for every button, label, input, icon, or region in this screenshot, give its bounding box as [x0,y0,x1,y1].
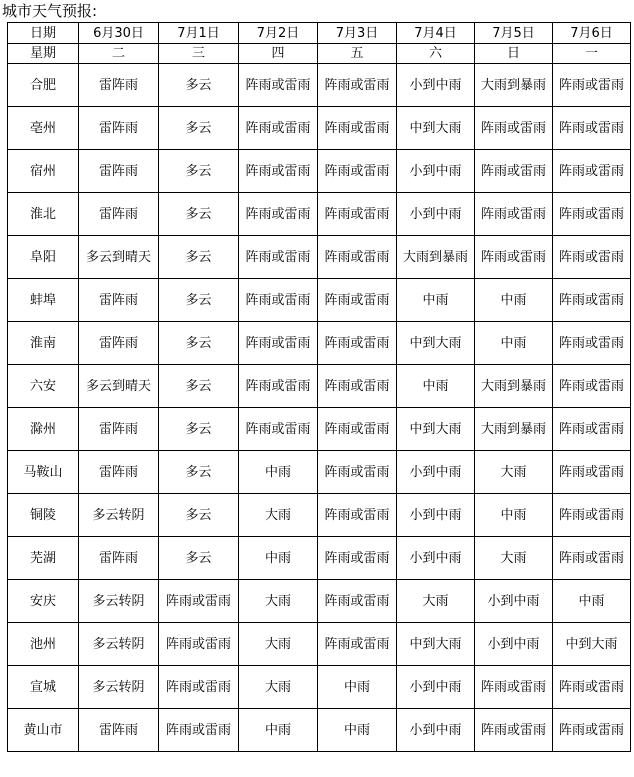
city-cell: 亳州 [8,107,79,150]
forecast-cell: 阵雨或雷雨 [318,623,397,666]
table-row [8,709,631,752]
weekday-label-cell: 星期 [8,44,79,64]
forecast-cell: 小到中雨 [475,623,553,666]
forecast-cell: 阵雨或雷雨 [475,666,553,709]
forecast-cell: 多云 [159,193,239,236]
forecast-cell: 大雨 [239,580,318,623]
forecast-cell: 阵雨或雷雨 [318,322,397,365]
forecast-cell: 雷阵雨 [79,107,159,150]
forecast-cell: 阵雨或雷雨 [239,64,318,107]
forecast-cell: 中到大雨 [397,322,475,365]
weather-forecast-table [7,22,631,752]
forecast-cell: 阵雨或雷雨 [318,580,397,623]
forecast-cell: 阵雨或雷雨 [475,107,553,150]
forecast-cell: 阵雨或雷雨 [553,236,631,279]
city-cell: 淮北 [8,193,79,236]
forecast-cell: 多云 [159,537,239,580]
forecast-cell: 中雨 [397,365,475,408]
table-row [8,494,631,537]
table-row [8,580,631,623]
city-cell: 池州 [8,623,79,666]
forecast-cell: 中雨 [239,709,318,752]
forecast-cell: 阵雨或雷雨 [318,408,397,451]
weekday-cell: 一 [553,44,631,64]
date-cell: 7月3日 [318,23,397,44]
forecast-cell: 中雨 [475,279,553,322]
forecast-cell: 阵雨或雷雨 [239,193,318,236]
forecast-cell: 阵雨或雷雨 [553,279,631,322]
table-row [8,107,631,150]
forecast-cell: 雷阵雨 [79,408,159,451]
table-row [8,537,631,580]
forecast-cell: 多云 [159,150,239,193]
forecast-cell: 阵雨或雷雨 [239,408,318,451]
forecast-cell: 中雨 [397,279,475,322]
city-cell: 蚌埠 [8,279,79,322]
weekday-cell: 日 [475,44,553,64]
table-row [8,408,631,451]
forecast-cell: 大雨到暴雨 [475,408,553,451]
forecast-cell: 多云 [159,408,239,451]
city-cell: 安庆 [8,580,79,623]
forecast-cell: 阵雨或雷雨 [553,64,631,107]
forecast-cell: 小到中雨 [397,193,475,236]
forecast-cell: 阵雨或雷雨 [475,193,553,236]
date-label-cell: 日期 [8,23,79,44]
forecast-cell: 阵雨或雷雨 [553,709,631,752]
forecast-cell: 阵雨或雷雨 [318,279,397,322]
city-cell: 宣城 [8,666,79,709]
city-cell: 宿州 [8,150,79,193]
table-row [8,322,631,365]
forecast-cell: 多云到晴天 [79,365,159,408]
table-row [8,279,631,322]
city-cell: 马鞍山 [8,451,79,494]
forecast-cell: 多云 [159,279,239,322]
forecast-cell: 阵雨或雷雨 [239,279,318,322]
city-cell: 阜阳 [8,236,79,279]
forecast-cell: 阵雨或雷雨 [239,236,318,279]
table-row [8,64,631,107]
forecast-cell: 阵雨或雷雨 [553,365,631,408]
forecast-cell: 阵雨或雷雨 [553,451,631,494]
page-title: 城市天气预报: [2,2,98,20]
weekday-cell: 三 [159,44,239,64]
forecast-cell: 小到中雨 [397,150,475,193]
forecast-cell: 多云 [159,107,239,150]
date-cell: 7月2日 [239,23,318,44]
forecast-cell: 大雨 [239,666,318,709]
forecast-cell: 多云转阴 [79,666,159,709]
weekday-cell: 四 [239,44,318,64]
forecast-cell: 中雨 [553,580,631,623]
forecast-cell: 中雨 [239,537,318,580]
forecast-cell: 多云 [159,236,239,279]
forecast-cell: 阵雨或雷雨 [553,150,631,193]
forecast-cell: 大雨 [397,580,475,623]
forecast-cell: 雷阵雨 [79,150,159,193]
forecast-cell: 多云 [159,365,239,408]
date-cell: 7月5日 [475,23,553,44]
forecast-cell: 阵雨或雷雨 [318,537,397,580]
weekday-header-row [8,44,631,64]
forecast-cell: 中到大雨 [553,623,631,666]
table-row [8,623,631,666]
forecast-cell: 多云转阴 [79,623,159,666]
table-row [8,365,631,408]
weekday-cell: 六 [397,44,475,64]
forecast-cell: 雷阵雨 [79,537,159,580]
forecast-cell: 中雨 [475,494,553,537]
forecast-cell: 雷阵雨 [79,451,159,494]
forecast-cell: 大雨 [475,451,553,494]
forecast-cell: 小到中雨 [397,537,475,580]
forecast-cell: 多云 [159,494,239,537]
forecast-cell: 中雨 [318,709,397,752]
forecast-cell: 大雨 [239,623,318,666]
forecast-cell: 多云 [159,451,239,494]
forecast-cell: 阵雨或雷雨 [318,150,397,193]
city-cell: 合肥 [8,64,79,107]
forecast-cell: 大雨到暴雨 [397,236,475,279]
forecast-cell: 中雨 [318,666,397,709]
forecast-cell: 阵雨或雷雨 [553,494,631,537]
forecast-cell: 中雨 [475,322,553,365]
forecast-cell: 中到大雨 [397,408,475,451]
forecast-cell: 阵雨或雷雨 [553,193,631,236]
table-row [8,236,631,279]
forecast-cell: 阵雨或雷雨 [239,150,318,193]
weekday-cell: 五 [318,44,397,64]
forecast-cell: 阵雨或雷雨 [318,365,397,408]
forecast-cell: 多云转阴 [79,494,159,537]
date-cell: 7月1日 [159,23,239,44]
forecast-cell: 阵雨或雷雨 [239,365,318,408]
table-row [8,193,631,236]
date-cell: 7月6日 [553,23,631,44]
forecast-cell: 阵雨或雷雨 [553,322,631,365]
date-header-row [8,23,631,44]
forecast-cell: 中到大雨 [397,107,475,150]
forecast-cell: 阵雨或雷雨 [318,236,397,279]
forecast-cell: 小到中雨 [397,451,475,494]
table-row [8,451,631,494]
forecast-cell: 阵雨或雷雨 [475,709,553,752]
forecast-cell: 中雨 [239,451,318,494]
forecast-cell: 阵雨或雷雨 [553,666,631,709]
forecast-cell: 小到中雨 [397,494,475,537]
city-cell: 铜陵 [8,494,79,537]
forecast-cell: 阵雨或雷雨 [239,107,318,150]
forecast-cell: 雷阵雨 [79,64,159,107]
city-cell: 淮南 [8,322,79,365]
forecast-cell: 阵雨或雷雨 [475,236,553,279]
forecast-cell: 小到中雨 [475,580,553,623]
weekday-cell: 二 [79,44,159,64]
forecast-cell: 大雨到暴雨 [475,64,553,107]
forecast-cell: 阵雨或雷雨 [159,580,239,623]
forecast-cell: 阵雨或雷雨 [475,150,553,193]
forecast-cell: 雷阵雨 [79,279,159,322]
forecast-cell: 阵雨或雷雨 [318,494,397,537]
forecast-cell: 多云转阴 [79,580,159,623]
forecast-cell: 多云到晴天 [79,236,159,279]
forecast-cell: 阵雨或雷雨 [159,666,239,709]
forecast-cell: 雷阵雨 [79,322,159,365]
forecast-cell: 多云 [159,64,239,107]
forecast-cell: 阵雨或雷雨 [159,623,239,666]
forecast-cell: 小到中雨 [397,709,475,752]
date-cell: 6月30日 [79,23,159,44]
forecast-cell: 阵雨或雷雨 [159,709,239,752]
date-cell: 7月4日 [397,23,475,44]
forecast-cell: 阵雨或雷雨 [318,107,397,150]
forecast-cell: 小到中雨 [397,64,475,107]
forecast-cell: 雷阵雨 [79,709,159,752]
forecast-cell: 大雨到暴雨 [475,365,553,408]
forecast-cell: 多云 [159,322,239,365]
forecast-cell: 阵雨或雷雨 [553,107,631,150]
forecast-cell: 大雨 [239,494,318,537]
table-row [8,150,631,193]
city-cell: 六安 [8,365,79,408]
city-cell: 滁州 [8,408,79,451]
forecast-cell: 阵雨或雷雨 [553,537,631,580]
forecast-cell: 阵雨或雷雨 [318,64,397,107]
city-cell: 芜湖 [8,537,79,580]
forecast-cell: 雷阵雨 [79,193,159,236]
forecast-cell: 小到中雨 [397,666,475,709]
city-cell: 黄山市 [8,709,79,752]
forecast-cell: 阵雨或雷雨 [318,451,397,494]
forecast-cell: 阵雨或雷雨 [239,322,318,365]
forecast-cell: 中到大雨 [397,623,475,666]
table-row [8,666,631,709]
forecast-cell: 阵雨或雷雨 [553,408,631,451]
forecast-cell: 大雨 [475,537,553,580]
forecast-cell: 阵雨或雷雨 [318,193,397,236]
